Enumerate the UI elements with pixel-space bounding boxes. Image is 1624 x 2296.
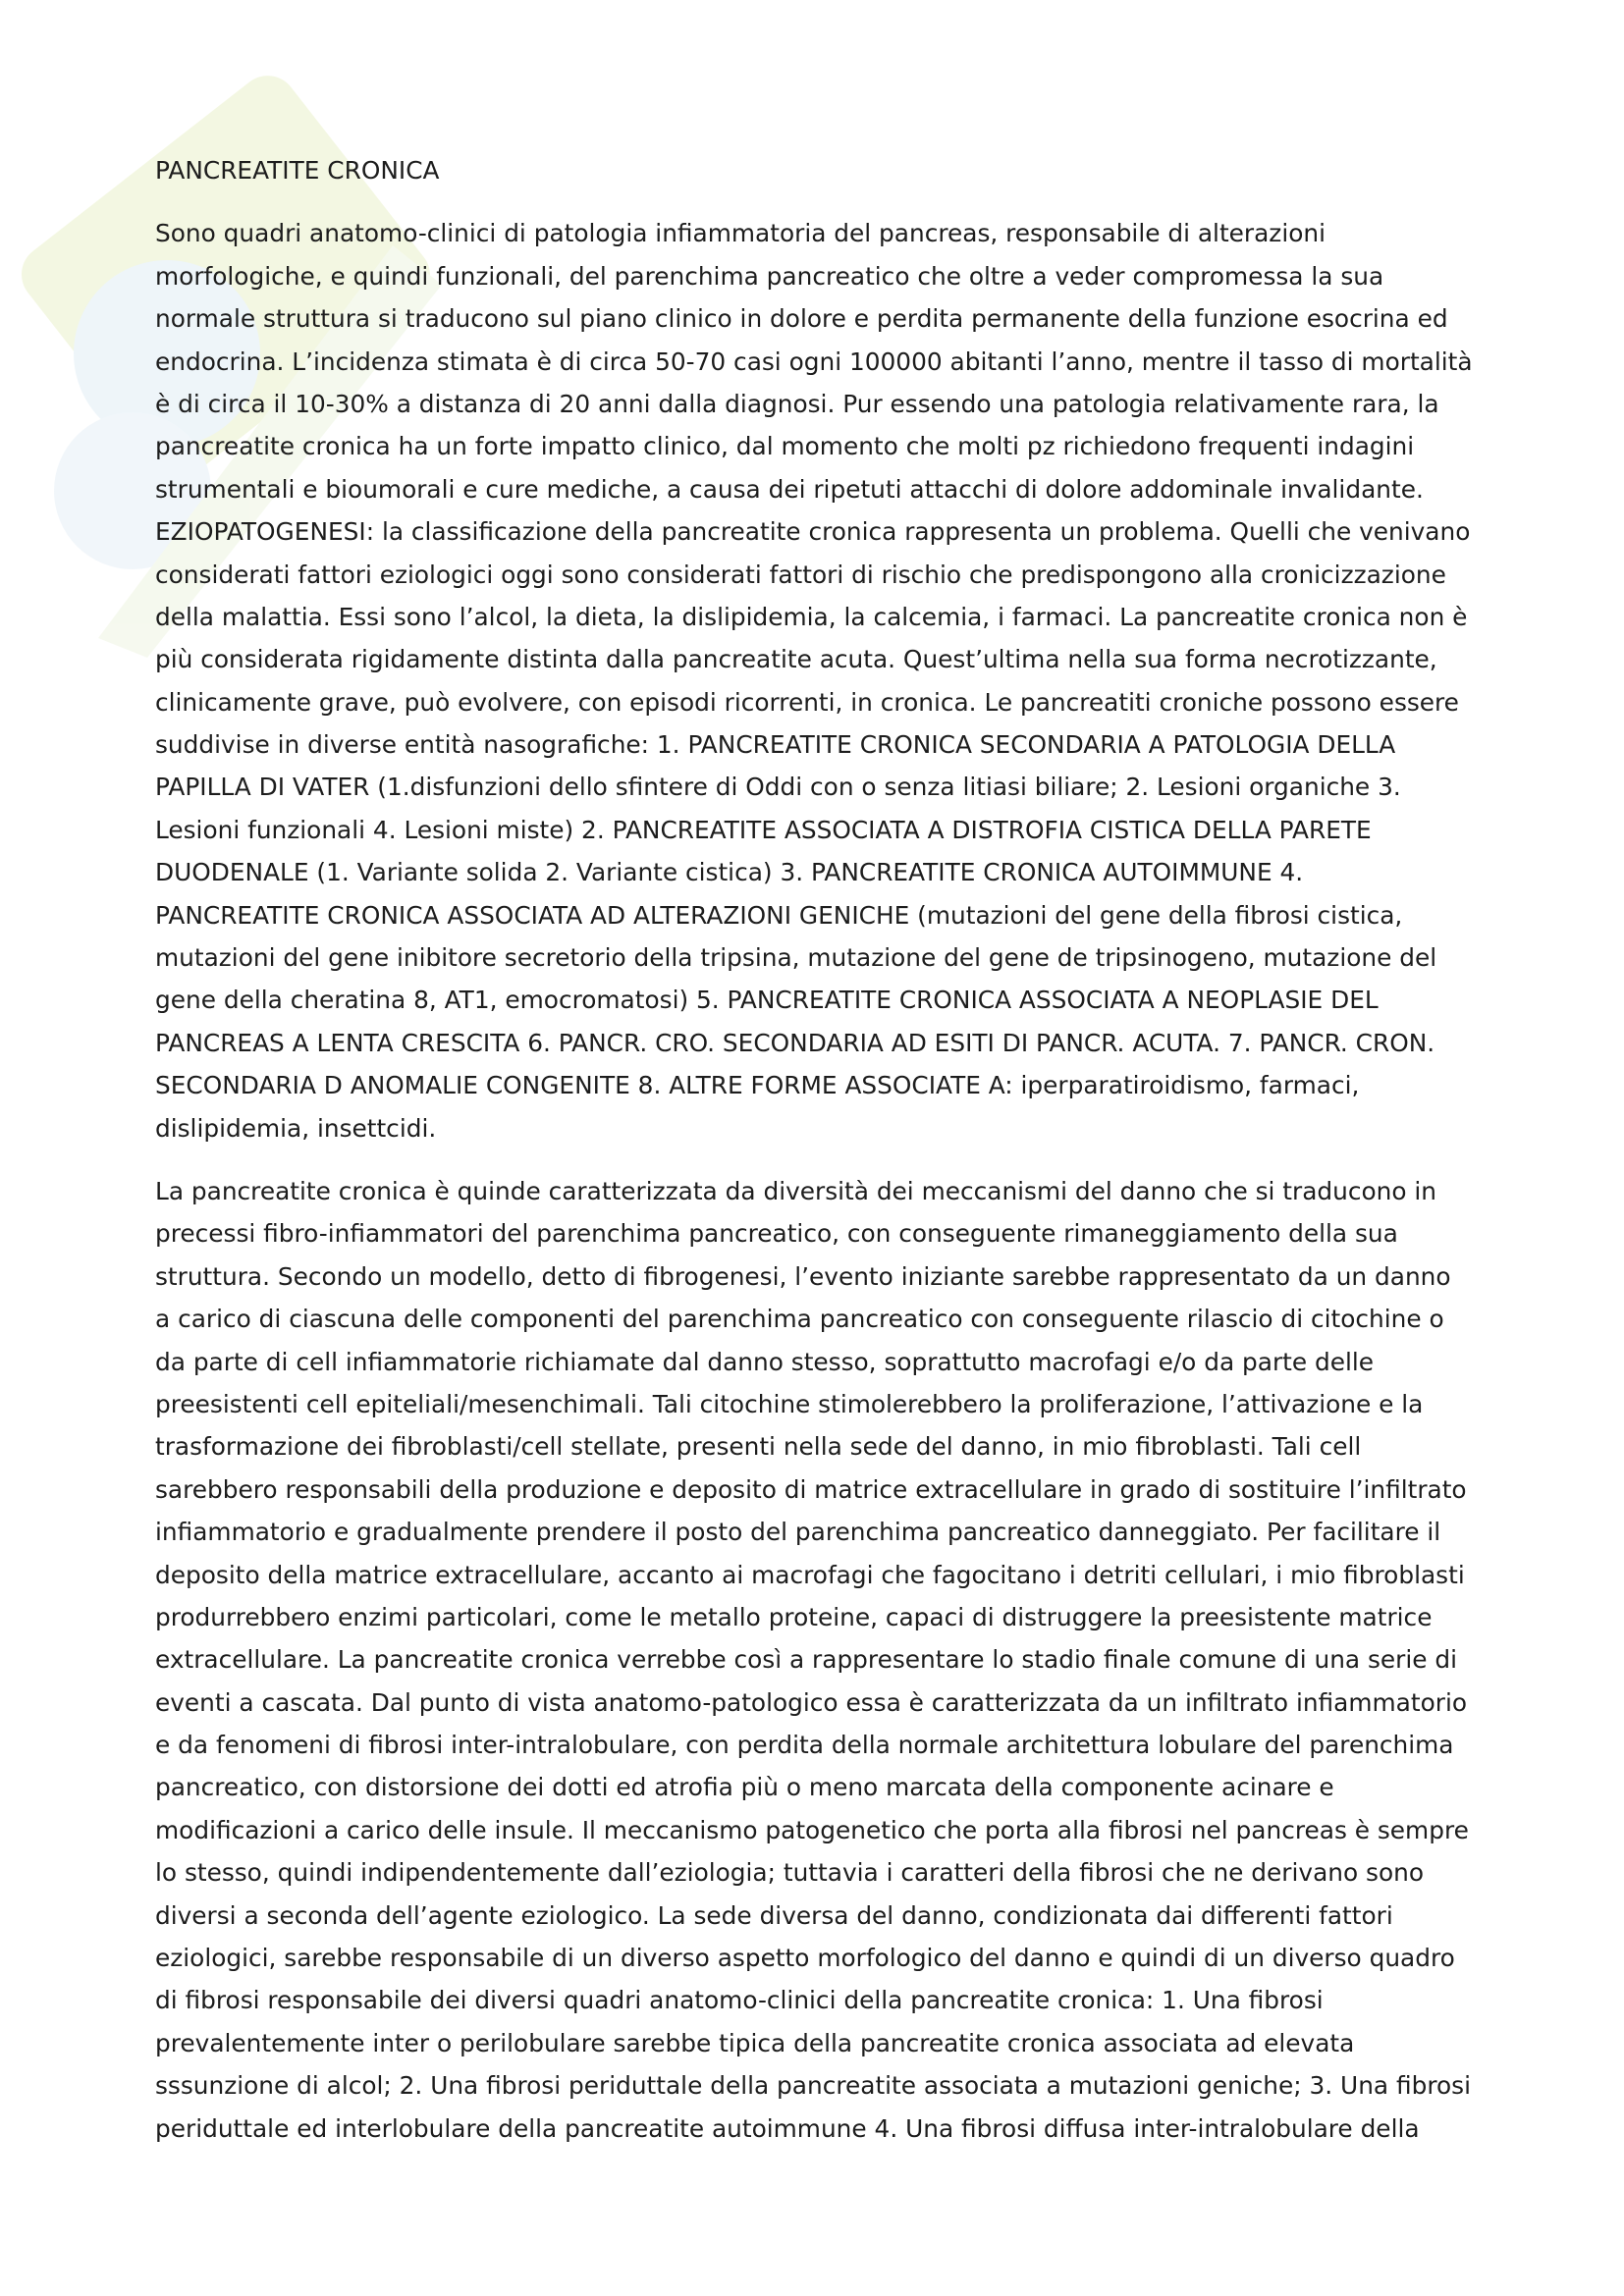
text-line: strumentali e bioumorali e cure mediche, a causa dei ripetuti attacchi di dolore addominale invalidante. [155,474,1424,504]
text-line: di fibrosi responsabile dei diversi quadri anatomo-clinici della pancreatite cronica: 1. Una fibrosi [155,1986,1324,2015]
text-line: sarebbero responsabili della produzione e deposito di matrice extracellulare in grado di sostituire l’infiltrato [155,1474,1467,1504]
text-line: eziologici, sarebbe responsabile di un diverso aspetto morfologico del danno e quindi di un diverso quadro [155,1944,1455,1973]
text-line: EZIOPATOGENESI: la classificazione della pancreatite cronica rappresenta un problema. Quelli che venivano [155,517,1471,547]
text-line: produrrebbero enzimi particolari, come le metallo proteine, capaci di distruggere la preesistente matrice [155,1602,1433,1631]
text-line: endocrina. L’incidenza stimata è di circa 50-70 casi ogni 100000 abitanti l’anno, mentre il tasso di mortalità [155,347,1473,376]
text-line: precessi fibro-infiammatori del parenchima pancreatico, con conseguente rimaneggiamento della sua [155,1219,1398,1249]
text-line: PAPILLA DI VATER (1.disfunzioni dello sfintere di Oddi con o senza litiasi biliare; 2. Lesioni organiche 3. [155,773,1401,802]
text-line: più considerata rigidamente distinta dalla pancreatite acuta. Quest’ultima nella sua forma necrotizzante, [155,645,1437,674]
text-line: infiammatorio e gradualmente prendere il posto del parenchima pancreatico danneggiato. Per facilitare il [155,1518,1441,1547]
document-body [155,149,1479,2150]
text-line: PANCREAS A LENTA CRESCITA 6. PANCR. CRO. SECONDARIA AD ESITI DI PANCR. ACUTA. 7. PANCR. CRON. [155,1028,1435,1057]
text-line: suddivise in diverse entità nasografiche: 1. PANCREATITE CRONICA SECONDARIA A PATOLOGIA DELLA [155,730,1396,760]
text-line: e da fenomeni di fibrosi inter-intralobulare, con perdita della normale architettura lobulare del parenchima [155,1731,1454,1760]
text-line: della malattia. Essi sono l’alcol, la dieta, la dislipidemia, la calcemia, i farmaci. La pancreatite cronica non è [155,602,1468,631]
text-line: da parte di cell infiammatorie richiamate dal danno stesso, soprattutto macrofagi e/o da parte delle [155,1347,1375,1376]
text-line: sssunzione di alcol; 2. Una fibrosi periduttale della pancreatite associata a mutazioni geniche; 3. Una fibrosi [155,2071,1471,2101]
text-line: trasformazione dei fibroblasti/cell stellate, presenti nella sede del danno, in mio fibroblasti. Tali cell [155,1432,1362,1462]
text-line: SECONDARIA D ANOMALIE CONGENITE 8. ALTRE FORME ASSOCIATE A: iperparatiroidismo, farmaci, [155,1071,1360,1100]
text-line: Lesioni funzionali 4. Lesioni miste) 2. PANCREATITE ASSOCIATA A DISTROFIA CISTICA DELLA PARETE [155,815,1372,844]
document-title: PANCREATITE CRONICA [155,156,440,185]
text-line: preesistenti cell epiteliali/mesenchimali. Tali citochine stimolerebbero la proliferazione, l’attivazione e la [155,1389,1424,1418]
text-line: eventi a cascata. Dal punto di vista anatomo-patologico essa è caratterizzata da un infiltrato infiammatorio [155,1687,1468,1717]
text-line: modificazioni a carico delle insule. Il meccanismo patogenetico che porta alla fibrosi nel pancreas è sempre [155,1815,1469,1844]
text-line: dislipidemia, insettcidi. [155,1113,437,1143]
text-line: morfologiche, e quindi funzionali, del parenchima pancreatico che oltre a veder compromessa la sua [155,261,1384,291]
text-line: deposito della matrice extracellulare, accanto ai macrofagi che fagocitano i detriti cellulari, i mio fibroblasti [155,1560,1465,1589]
paragraph-2 [155,1170,1479,2150]
text-line: considerati fattori eziologici oggi sono considerati fattori di rischio che predispongono alla cronicizzazione [155,560,1446,589]
text-line: è di circa il 10-30% a distanza di 20 anni dalla diagnosi. Pur essendo una patologia relativamente rara, la [155,389,1439,418]
text-line: struttura. Secondo un modello, detto di fibrogenesi, l’evento iniziante sarebbe rappresentato da un danno [155,1261,1451,1291]
text-line: prevalentemente inter o perilobulare sarebbe tipica della pancreatite cronica associata ad elevata [155,2028,1355,2057]
text-line: mutazioni del gene inibitore secretorio della tripsina, mutazione del gene de tripsinogeno, mutazione del [155,943,1437,973]
text-line: PANCREATITE CRONICA ASSOCIATA AD ALTERAZIONI GENICHE (mutazioni del gene della fibrosi cistica, [155,900,1403,930]
text-line: pancreatite cronica ha un forte impatto clinico, dal momento che molti pz richiedono frequenti indagini [155,432,1415,461]
text-line: pancreatico, con distorsione dei dotti ed atrofia più o meno marcata della componente acinare e [155,1773,1334,1802]
text-line: a carico di ciascuna delle componenti del parenchima pancreatico con conseguente rilascio di citochine o [155,1305,1444,1334]
text-line: gene della cheratina 8, AT1, emocromatosi) 5. PANCREATITE CRONICA ASSOCIATA A NEOPLASIE DEL [155,986,1379,1015]
text-line: periduttale ed interlobulare della pancreatite autoimmune 4. Una fibrosi diffusa inter-intralobulare della [155,2113,1420,2143]
text-line: lo stesso, quindi indipendentemente dall’eziologia; tuttavia i caratteri della fibrosi che ne derivano sono [155,1858,1425,1888]
text-line: clinicamente grave, può evolvere, con episodi ricorrenti, in cronica. Le pancreatiti croniche possono essere [155,687,1459,717]
text-line: DUODENALE (1. Variante solida 2. Variante cistica) 3. PANCREATITE CRONICA AUTOIMMUNE 4. [155,858,1304,887]
text-line: La pancreatite cronica è quinde caratterizzata da diversità dei meccanismi del danno che si traducono in [155,1176,1437,1205]
text-line: normale struttura si traducono sul piano clinico in dolore e perdita permanente della funzione esocrina ed [155,304,1448,334]
text-line: diversi a seconda dell’agente eziologico. La sede diversa del danno, condizionata dai differenti fattori [155,1900,1393,1930]
text-line: Sono quadri anatomo-clinici di patologia infiammatoria del pancreas, responsabile di alterazioni [155,219,1326,248]
text-line: extracellulare. La pancreatite cronica verrebbe così a rappresentare lo stadio finale comune di una serie di [155,1645,1458,1675]
paragraph-1 [155,212,1479,1149]
